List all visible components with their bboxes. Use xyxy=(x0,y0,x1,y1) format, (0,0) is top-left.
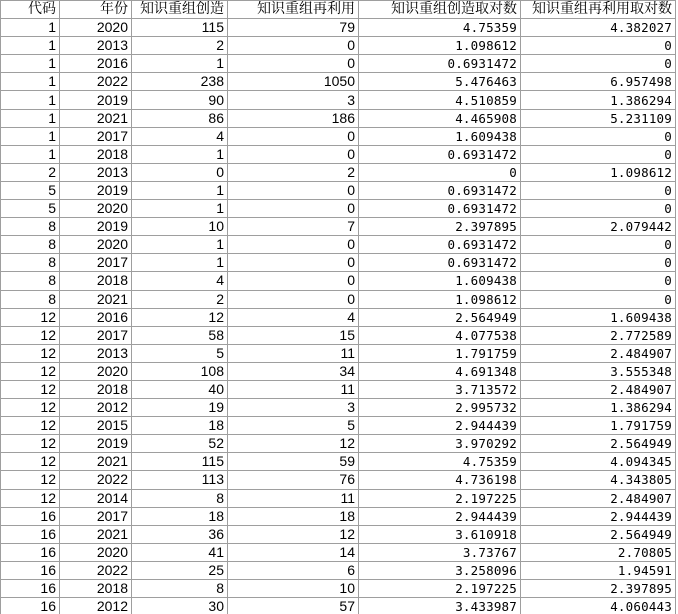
cell-creation-log[interactable]: 2.397895 xyxy=(359,218,521,236)
cell-reuse-log[interactable]: 0 xyxy=(521,181,676,199)
cell-year[interactable]: 2022 xyxy=(60,73,132,91)
table-row xyxy=(1,55,676,73)
cell-code[interactable]: 1 xyxy=(1,73,60,91)
cell-creation-log[interactable]: 3.73767 xyxy=(359,543,521,561)
cell-year[interactable]: 2014 xyxy=(60,489,132,507)
cell-reuse-log[interactable]: 4.343805 xyxy=(521,471,676,489)
cell-reuse-log[interactable]: 2.70805 xyxy=(521,543,676,561)
cell-code[interactable]: 1 xyxy=(1,37,60,55)
cell-code[interactable]: 12 xyxy=(1,344,60,362)
cell-reuse-log[interactable]: 2.772589 xyxy=(521,326,676,344)
table-row xyxy=(1,200,676,218)
table-row xyxy=(1,399,676,417)
cell-creation-log[interactable]: 4.510859 xyxy=(359,91,521,109)
cell-code[interactable]: 16 xyxy=(1,561,60,579)
cell-code[interactable]: 12 xyxy=(1,362,60,380)
cell-creation-log[interactable]: 1.098612 xyxy=(359,290,521,308)
cell-reuse-log[interactable]: 2.484907 xyxy=(521,489,676,507)
cell-year[interactable]: 2017 xyxy=(60,127,132,145)
cell-creation-log[interactable]: 1.791759 xyxy=(359,344,521,362)
header-knowledge-creation-log[interactable]: 知识重组创造取对数 xyxy=(359,1,521,19)
table-row xyxy=(1,163,676,181)
cell-creation-log[interactable]: 3.433987 xyxy=(359,598,521,614)
cell-code[interactable]: 12 xyxy=(1,489,60,507)
table-row xyxy=(1,145,676,163)
table-row xyxy=(1,561,676,579)
cell-year[interactable]: 2017 xyxy=(60,254,132,272)
cell-creation-log[interactable]: 2.564949 xyxy=(359,308,521,326)
cell-reuse[interactable]: 0 xyxy=(228,236,359,254)
cell-creation[interactable]: 41 xyxy=(132,543,228,561)
cell-reuse-log[interactable]: 3.555348 xyxy=(521,362,676,380)
cell-reuse-log[interactable]: 1.386294 xyxy=(521,399,676,417)
cell-creation-log[interactable]: 0.6931472 xyxy=(359,254,521,272)
cell-creation[interactable]: 18 xyxy=(132,417,228,435)
cell-creation[interactable]: 0 xyxy=(132,163,228,181)
cell-code[interactable]: 12 xyxy=(1,471,60,489)
cell-reuse[interactable]: 0 xyxy=(228,55,359,73)
cell-reuse-log[interactable]: 0 xyxy=(521,200,676,218)
cell-code[interactable]: 16 xyxy=(1,580,60,598)
cell-year[interactable]: 2020 xyxy=(60,543,132,561)
cell-reuse[interactable]: 0 xyxy=(228,181,359,199)
cell-reuse[interactable]: 3 xyxy=(228,399,359,417)
cell-creation[interactable]: 90 xyxy=(132,91,228,109)
cell-code[interactable]: 2 xyxy=(1,163,60,181)
cell-code[interactable]: 8 xyxy=(1,290,60,308)
cell-creation[interactable]: 108 xyxy=(132,362,228,380)
cell-reuse-log[interactable]: 6.957498 xyxy=(521,73,676,91)
table-row xyxy=(1,598,676,614)
cell-reuse-log[interactable]: 1.098612 xyxy=(521,163,676,181)
cell-year[interactable]: 2020 xyxy=(60,200,132,218)
cell-year[interactable]: 2021 xyxy=(60,290,132,308)
table-row xyxy=(1,181,676,199)
cell-code[interactable]: 8 xyxy=(1,236,60,254)
cell-code[interactable]: 5 xyxy=(1,181,60,199)
cell-code[interactable]: 8 xyxy=(1,254,60,272)
cell-creation-log[interactable]: 4.077538 xyxy=(359,326,521,344)
cell-creation[interactable]: 1 xyxy=(132,145,228,163)
cell-creation[interactable]: 1 xyxy=(132,55,228,73)
cell-creation-log[interactable]: 0.6931472 xyxy=(359,200,521,218)
cell-creation[interactable]: 1 xyxy=(132,254,228,272)
table-row xyxy=(1,417,676,435)
cell-code[interactable]: 1 xyxy=(1,91,60,109)
cell-reuse-log[interactable]: 1.791759 xyxy=(521,417,676,435)
table-row xyxy=(1,471,676,489)
cell-reuse[interactable]: 0 xyxy=(228,254,359,272)
cell-code[interactable]: 1 xyxy=(1,145,60,163)
cell-reuse-log[interactable]: 0 xyxy=(521,290,676,308)
cell-creation-log[interactable]: 0.6931472 xyxy=(359,181,521,199)
table-row xyxy=(1,344,676,362)
table-body xyxy=(1,19,676,614)
cell-reuse[interactable]: 79 xyxy=(228,19,359,37)
cell-creation[interactable]: 1 xyxy=(132,236,228,254)
cell-creation[interactable]: 58 xyxy=(132,326,228,344)
cell-year[interactable]: 2020 xyxy=(60,362,132,380)
cell-reuse[interactable]: 4 xyxy=(228,308,359,326)
cell-creation-log[interactable]: 4.736198 xyxy=(359,471,521,489)
cell-code[interactable]: 12 xyxy=(1,399,60,417)
cell-year[interactable]: 2012 xyxy=(60,399,132,417)
cell-reuse[interactable]: 6 xyxy=(228,561,359,579)
cell-reuse-log[interactable]: 0 xyxy=(521,145,676,163)
cell-year[interactable]: 2021 xyxy=(60,109,132,127)
cell-reuse[interactable]: 2 xyxy=(228,163,359,181)
cell-reuse-log[interactable]: 1.94591 xyxy=(521,561,676,579)
cell-creation-log[interactable]: 5.476463 xyxy=(359,73,521,91)
cell-year[interactable]: 2017 xyxy=(60,326,132,344)
cell-code[interactable]: 8 xyxy=(1,218,60,236)
cell-creation-log[interactable]: 4.691348 xyxy=(359,362,521,380)
cell-reuse-log[interactable]: 4.094345 xyxy=(521,453,676,471)
table-row xyxy=(1,236,676,254)
cell-reuse-log[interactable]: 1.386294 xyxy=(521,91,676,109)
cell-creation-log[interactable]: 2.197225 xyxy=(359,489,521,507)
cell-creation[interactable]: 1 xyxy=(132,200,228,218)
table-row xyxy=(1,91,676,109)
cell-reuse[interactable]: 0 xyxy=(228,145,359,163)
cell-year[interactable]: 2015 xyxy=(60,417,132,435)
cell-creation-log[interactable]: 2.197225 xyxy=(359,580,521,598)
cell-creation[interactable]: 52 xyxy=(132,435,228,453)
cell-year[interactable]: 2016 xyxy=(60,308,132,326)
cell-year[interactable]: 2019 xyxy=(60,181,132,199)
cell-code[interactable]: 1 xyxy=(1,127,60,145)
cell-creation-log[interactable]: 0.6931472 xyxy=(359,55,521,73)
table-row xyxy=(1,453,676,471)
cell-creation[interactable]: 115 xyxy=(132,19,228,37)
cell-creation-log[interactable]: 3.970292 xyxy=(359,435,521,453)
cell-reuse[interactable]: 59 xyxy=(228,453,359,471)
cell-creation-log[interactable]: 3.713572 xyxy=(359,380,521,398)
cell-reuse[interactable]: 11 xyxy=(228,489,359,507)
table-row xyxy=(1,543,676,561)
cell-code[interactable]: 16 xyxy=(1,507,60,525)
cell-reuse-log[interactable]: 0 xyxy=(521,272,676,290)
header-knowledge-reuse[interactable]: 知识重组再利用 xyxy=(228,1,359,19)
cell-creation[interactable]: 238 xyxy=(132,73,228,91)
cell-reuse[interactable]: 0 xyxy=(228,37,359,55)
table-row xyxy=(1,218,676,236)
cell-creation-log[interactable]: 1.609438 xyxy=(359,272,521,290)
cell-reuse-log[interactable]: 5.231109 xyxy=(521,109,676,127)
cell-year[interactable]: 2018 xyxy=(60,380,132,398)
cell-code[interactable]: 5 xyxy=(1,200,60,218)
cell-reuse[interactable]: 15 xyxy=(228,326,359,344)
cell-reuse[interactable]: 14 xyxy=(228,543,359,561)
table-row xyxy=(1,37,676,55)
cell-reuse-log[interactable]: 4.382027 xyxy=(521,19,676,37)
cell-creation[interactable]: 113 xyxy=(132,471,228,489)
table-row xyxy=(1,362,676,380)
cell-year[interactable]: 2022 xyxy=(60,561,132,579)
cell-reuse[interactable]: 7 xyxy=(228,218,359,236)
table-row xyxy=(1,254,676,272)
cell-creation-log[interactable]: 2.995732 xyxy=(359,399,521,417)
cell-creation[interactable]: 115 xyxy=(132,453,228,471)
cell-creation[interactable]: 40 xyxy=(132,380,228,398)
cell-reuse[interactable]: 12 xyxy=(228,435,359,453)
cell-creation[interactable]: 2 xyxy=(132,290,228,308)
cell-creation-log[interactable]: 2.944439 xyxy=(359,417,521,435)
cell-reuse-log[interactable]: 0 xyxy=(521,55,676,73)
table-row xyxy=(1,525,676,543)
cell-reuse-log[interactable]: 0 xyxy=(521,127,676,145)
table-row xyxy=(1,326,676,344)
cell-reuse[interactable]: 186 xyxy=(228,109,359,127)
cell-reuse-log[interactable]: 2.484907 xyxy=(521,344,676,362)
cell-code[interactable]: 1 xyxy=(1,109,60,127)
cell-creation[interactable]: 86 xyxy=(132,109,228,127)
cell-year[interactable]: 2013 xyxy=(60,344,132,362)
cell-creation[interactable]: 4 xyxy=(132,272,228,290)
cell-creation[interactable]: 8 xyxy=(132,580,228,598)
cell-creation[interactable]: 1 xyxy=(132,181,228,199)
cell-creation[interactable]: 10 xyxy=(132,218,228,236)
cell-code[interactable]: 12 xyxy=(1,380,60,398)
cell-year[interactable]: 2016 xyxy=(60,55,132,73)
cell-creation[interactable]: 19 xyxy=(132,399,228,417)
cell-reuse[interactable]: 0 xyxy=(228,290,359,308)
cell-year[interactable]: 2020 xyxy=(60,236,132,254)
cell-creation[interactable]: 4 xyxy=(132,127,228,145)
cell-reuse-log[interactable]: 2.397895 xyxy=(521,580,676,598)
cell-creation[interactable]: 2 xyxy=(132,37,228,55)
cell-year[interactable]: 2019 xyxy=(60,91,132,109)
cell-creation[interactable]: 12 xyxy=(132,308,228,326)
cell-reuse[interactable]: 76 xyxy=(228,471,359,489)
cell-year[interactable]: 2020 xyxy=(60,19,132,37)
cell-reuse[interactable]: 10 xyxy=(228,580,359,598)
cell-creation[interactable]: 36 xyxy=(132,525,228,543)
cell-reuse-log[interactable]: 0 xyxy=(521,254,676,272)
cell-reuse-log[interactable]: 2.079442 xyxy=(521,218,676,236)
cell-creation[interactable]: 25 xyxy=(132,561,228,579)
cell-code[interactable]: 12 xyxy=(1,308,60,326)
table-row xyxy=(1,380,676,398)
cell-reuse[interactable]: 0 xyxy=(228,127,359,145)
cell-creation[interactable]: 8 xyxy=(132,489,228,507)
cell-creation[interactable]: 30 xyxy=(132,598,228,614)
header-code[interactable]: 代码 xyxy=(1,1,60,19)
cell-reuse[interactable]: 1050 xyxy=(228,73,359,91)
cell-year[interactable]: 2019 xyxy=(60,218,132,236)
cell-year[interactable]: 2018 xyxy=(60,580,132,598)
table-row xyxy=(1,308,676,326)
cell-year[interactable]: 2022 xyxy=(60,471,132,489)
cell-creation-log[interactable]: 1.609438 xyxy=(359,127,521,145)
cell-code[interactable]: 1 xyxy=(1,19,60,37)
table-row xyxy=(1,435,676,453)
cell-code[interactable]: 16 xyxy=(1,543,60,561)
cell-creation-log[interactable]: 1.098612 xyxy=(359,37,521,55)
table-row xyxy=(1,19,676,37)
cell-reuse-log[interactable]: 1.609438 xyxy=(521,308,676,326)
header-year[interactable]: 年份 xyxy=(60,1,132,19)
cell-code[interactable]: 12 xyxy=(1,417,60,435)
table-row xyxy=(1,109,676,127)
cell-year[interactable]: 2013 xyxy=(60,37,132,55)
table-row xyxy=(1,272,676,290)
cell-reuse[interactable]: 34 xyxy=(228,362,359,380)
cell-reuse[interactable]: 3 xyxy=(228,91,359,109)
header-knowledge-reuse-log[interactable]: 知识重组再利用取对数 xyxy=(521,1,676,19)
cell-reuse[interactable]: 18 xyxy=(228,507,359,525)
cell-year[interactable]: 2013 xyxy=(60,163,132,181)
cell-creation-log[interactable]: 0.6931472 xyxy=(359,145,521,163)
table-row xyxy=(1,507,676,525)
cell-reuse[interactable]: 0 xyxy=(228,200,359,218)
cell-reuse-log[interactable]: 2.944439 xyxy=(521,507,676,525)
header-row xyxy=(1,1,676,19)
cell-creation[interactable]: 18 xyxy=(132,507,228,525)
cell-code[interactable]: 1 xyxy=(1,55,60,73)
cell-reuse-log[interactable]: 2.564949 xyxy=(521,525,676,543)
table-row xyxy=(1,127,676,145)
table-row xyxy=(1,580,676,598)
cell-reuse-log[interactable]: 4.060443 xyxy=(521,598,676,614)
cell-code[interactable]: 16 xyxy=(1,598,60,614)
cell-creation-log[interactable]: 0 xyxy=(359,163,521,181)
table-row xyxy=(1,73,676,91)
cell-code[interactable]: 8 xyxy=(1,272,60,290)
cell-creation-log[interactable]: 3.258096 xyxy=(359,561,521,579)
cell-reuse-log[interactable]: 2.484907 xyxy=(521,380,676,398)
cell-reuse-log[interactable]: 0 xyxy=(521,37,676,55)
cell-code[interactable]: 12 xyxy=(1,453,60,471)
cell-year[interactable]: 2012 xyxy=(60,598,132,614)
table-row xyxy=(1,290,676,308)
cell-creation-log[interactable]: 3.610918 xyxy=(359,525,521,543)
cell-code[interactable]: 12 xyxy=(1,326,60,344)
cell-reuse[interactable]: 11 xyxy=(228,380,359,398)
cell-year[interactable]: 2021 xyxy=(60,525,132,543)
cell-year[interactable]: 2019 xyxy=(60,435,132,453)
cell-creation[interactable]: 5 xyxy=(132,344,228,362)
cell-year[interactable]: 2017 xyxy=(60,507,132,525)
cell-reuse[interactable]: 12 xyxy=(228,525,359,543)
cell-reuse[interactable]: 57 xyxy=(228,598,359,614)
header-knowledge-creation[interactable]: 知识重组创造 xyxy=(132,1,228,19)
cell-creation-log[interactable]: 2.944439 xyxy=(359,507,521,525)
cell-creation-log[interactable]: 4.75359 xyxy=(359,19,521,37)
cell-reuse-log[interactable]: 2.564949 xyxy=(521,435,676,453)
cell-year[interactable]: 2021 xyxy=(60,453,132,471)
cell-code[interactable]: 16 xyxy=(1,525,60,543)
cell-creation-log[interactable]: 4.465908 xyxy=(359,109,521,127)
cell-reuse[interactable]: 5 xyxy=(228,417,359,435)
table-row xyxy=(1,489,676,507)
cell-reuse[interactable]: 0 xyxy=(228,272,359,290)
cell-creation-log[interactable]: 4.75359 xyxy=(359,453,521,471)
cell-year[interactable]: 2018 xyxy=(60,145,132,163)
cell-year[interactable]: 2018 xyxy=(60,272,132,290)
cell-reuse-log[interactable]: 0 xyxy=(521,236,676,254)
cell-code[interactable]: 12 xyxy=(1,435,60,453)
cell-creation-log[interactable]: 0.6931472 xyxy=(359,236,521,254)
cell-reuse[interactable]: 11 xyxy=(228,344,359,362)
